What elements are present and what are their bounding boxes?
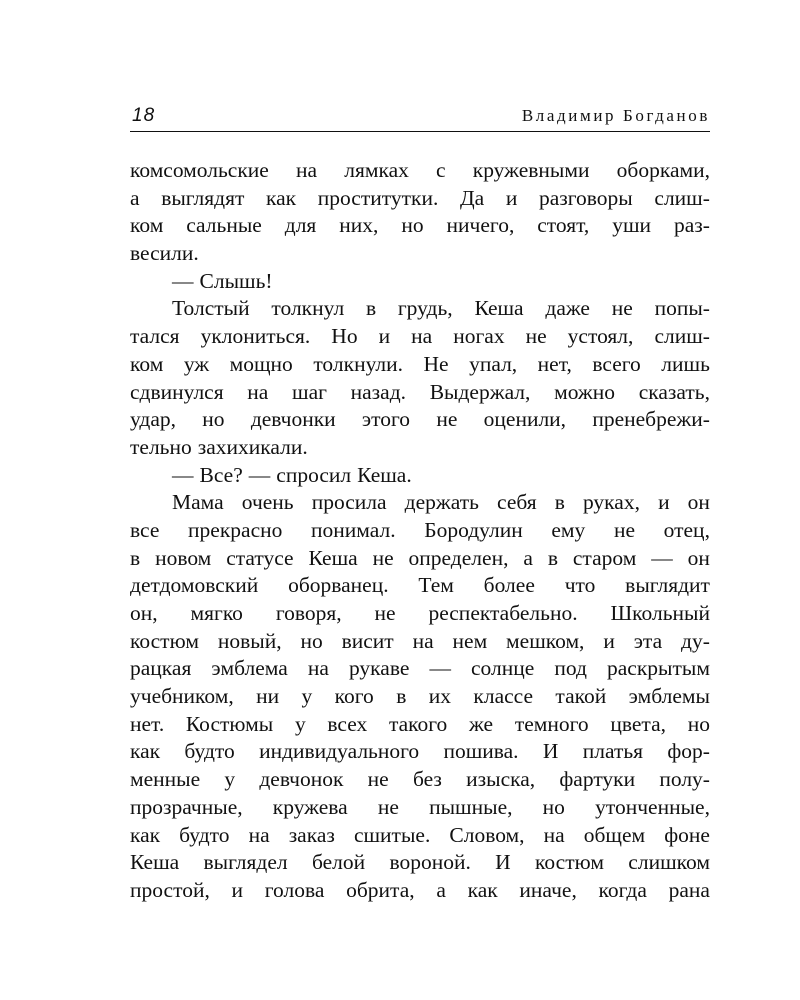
word: —	[651, 545, 673, 570]
word: не	[374, 601, 396, 625]
word: обрита,	[346, 877, 415, 902]
text-line	[130, 738, 710, 766]
word: Кеша	[308, 545, 358, 570]
word: детдомовский	[130, 573, 259, 598]
word: простой,	[130, 877, 210, 902]
word: держать	[404, 490, 479, 515]
word: ногах	[453, 324, 505, 349]
word: кого	[334, 684, 374, 709]
word: кружева	[272, 794, 348, 819]
word: руках,	[582, 490, 640, 515]
word: пышные,	[429, 794, 513, 819]
text-line	[130, 600, 710, 628]
word: И	[542, 739, 559, 764]
word: выглядит	[625, 573, 710, 598]
text-line	[130, 434, 710, 462]
word: старом	[572, 545, 637, 570]
word: в	[365, 296, 377, 321]
word: назад.	[350, 379, 407, 404]
word: такого	[388, 711, 448, 736]
word: Кеша	[474, 296, 524, 321]
word: нет.	[130, 711, 165, 736]
word: упал,	[469, 351, 518, 376]
word: мягко	[190, 601, 243, 625]
word: раз-	[674, 213, 710, 238]
word: будто	[184, 739, 235, 764]
word: он,	[130, 601, 158, 625]
text-line	[130, 157, 710, 185]
word: вороной.	[389, 850, 471, 875]
word: фартуки	[559, 767, 636, 792]
word: понимал.	[311, 517, 396, 542]
word: на	[307, 656, 329, 681]
word: фоне	[664, 822, 710, 847]
word: но	[401, 213, 424, 238]
word: выглядят	[161, 185, 245, 210]
word: он	[687, 490, 710, 515]
word: И	[495, 850, 511, 875]
word: Слышь!	[199, 268, 273, 293]
word: на	[412, 628, 434, 653]
word: Все?	[199, 462, 243, 487]
word: —	[429, 656, 451, 681]
word: эта	[633, 628, 663, 653]
word: и	[658, 490, 670, 515]
word: ни	[256, 684, 280, 709]
text-line	[130, 683, 710, 711]
word: ком	[130, 213, 164, 238]
word: ком	[130, 351, 164, 376]
word: лямках	[344, 158, 409, 182]
word: прекрасно	[188, 517, 283, 542]
word: более	[483, 573, 535, 598]
running-header	[130, 101, 710, 131]
text-line	[130, 545, 710, 573]
word: платья	[582, 739, 644, 764]
word: них,	[339, 213, 379, 238]
word: нет,	[537, 351, 572, 376]
word: говоря,	[275, 601, 342, 625]
word: всего	[592, 351, 641, 376]
word: но	[542, 794, 565, 819]
word: не	[613, 517, 635, 542]
word: просила	[311, 490, 387, 515]
word: рана	[668, 877, 710, 902]
word: девчонок	[259, 767, 344, 792]
text-line	[130, 462, 710, 490]
word: в	[396, 684, 407, 709]
text-line	[130, 849, 710, 877]
word: на	[247, 379, 269, 404]
word: весили.	[130, 241, 199, 266]
word: новый,	[217, 628, 282, 653]
word: Тем	[418, 573, 454, 598]
word: тался	[130, 324, 180, 349]
word: солнце	[471, 656, 535, 681]
text-line	[130, 268, 710, 296]
word: сшитые.	[353, 822, 431, 847]
word: захихикали.	[197, 434, 308, 459]
word: для	[284, 213, 317, 238]
word: он	[687, 545, 710, 570]
word: очень	[241, 490, 294, 515]
word: как	[130, 739, 161, 764]
word: Не	[423, 351, 449, 376]
word: стоят,	[537, 213, 590, 238]
word: проститутки.	[317, 185, 439, 210]
word: раскрытым	[607, 656, 710, 681]
word: их	[428, 684, 452, 709]
word: и	[378, 324, 391, 349]
word: определен,	[408, 545, 509, 570]
word: а	[523, 545, 533, 570]
word: все	[130, 517, 160, 542]
word: пошива.	[443, 739, 519, 764]
word: кружевными	[472, 158, 590, 182]
word: рацкая	[130, 656, 192, 681]
word: оценили,	[483, 407, 567, 432]
text-line	[130, 628, 710, 656]
text-line	[130, 711, 710, 739]
word: ничего,	[446, 213, 515, 238]
word: фор-	[667, 739, 710, 764]
word: оборванец.	[288, 573, 389, 598]
word: Выдержал,	[429, 379, 531, 404]
word: иначе,	[519, 877, 577, 902]
word: тельно	[130, 434, 192, 459]
word: слиш-	[654, 324, 710, 349]
word: Школьный	[610, 601, 710, 625]
page-number: 18	[132, 105, 156, 126]
word: и	[231, 877, 244, 902]
word: этого	[361, 407, 411, 432]
word: когда	[598, 877, 647, 902]
word: под	[554, 656, 587, 681]
word: заказ	[288, 822, 335, 847]
word: Да	[459, 185, 485, 210]
text-line	[130, 295, 710, 323]
word: как	[467, 877, 498, 902]
text-line	[130, 794, 710, 822]
header-rule	[130, 131, 710, 132]
word: менные	[130, 767, 201, 792]
word: но	[202, 407, 225, 432]
word: общем	[583, 822, 646, 847]
word: что	[564, 573, 596, 598]
word: без	[412, 767, 442, 792]
word: разговоры	[538, 185, 633, 210]
word: Но	[331, 324, 358, 349]
word: пренебрежи-	[592, 407, 710, 432]
word: слишком	[628, 850, 710, 875]
word: не	[611, 296, 633, 321]
word: такой	[555, 684, 607, 709]
word: рукаве	[348, 656, 410, 681]
word: как	[130, 822, 161, 847]
word: ду-	[681, 628, 710, 653]
word: эмблема	[211, 656, 288, 681]
word: голова	[264, 877, 325, 902]
word: костюм	[535, 850, 604, 875]
word: как	[266, 185, 297, 210]
text-line	[130, 351, 710, 379]
word: комсомольские	[130, 158, 269, 182]
word: уши	[612, 213, 652, 238]
text-line	[130, 822, 710, 850]
word: костюм	[130, 628, 199, 653]
word: выглядел	[203, 850, 288, 875]
text-line	[130, 240, 710, 268]
word: будто	[179, 822, 230, 847]
word: темного	[514, 711, 589, 736]
word: мощно	[229, 351, 293, 376]
word: и	[505, 185, 518, 210]
word: Мама	[172, 490, 224, 515]
word: на	[411, 324, 433, 349]
word: себя	[497, 490, 537, 515]
word: не	[372, 545, 394, 570]
text-line	[130, 379, 710, 407]
word: в	[130, 545, 141, 570]
word: уж	[183, 351, 210, 376]
text-line	[130, 212, 710, 240]
word: на	[248, 822, 270, 847]
word: учебником,	[130, 684, 234, 709]
author-name: Владимир Богданов	[521, 106, 710, 125]
word: с	[436, 158, 446, 182]
text-line	[130, 877, 710, 905]
word: не	[525, 324, 547, 349]
word: Кеша.	[357, 462, 412, 487]
word: Костюмы	[185, 711, 274, 736]
word: у	[224, 767, 236, 792]
word: не	[436, 407, 458, 432]
word: не	[377, 794, 399, 819]
word: Толстый	[172, 296, 250, 321]
word: эмблемы	[628, 684, 710, 709]
word: у	[294, 711, 306, 736]
word: нем	[452, 628, 488, 653]
word: на	[296, 158, 318, 182]
word: же	[468, 711, 494, 736]
word: попы-	[654, 296, 710, 321]
word: полу-	[659, 767, 710, 792]
word: даже	[545, 296, 590, 321]
text-line	[130, 185, 710, 213]
text-line	[130, 655, 710, 683]
word: висит	[341, 628, 394, 653]
word: статусе	[226, 545, 294, 570]
body-text	[130, 157, 710, 905]
word: индивидуального	[259, 739, 420, 764]
text-line	[130, 517, 710, 545]
word: удар,	[130, 407, 177, 432]
word: сальные	[186, 213, 262, 238]
word: оборками,	[616, 158, 710, 182]
word: слиш-	[654, 185, 710, 210]
word: изыска,	[466, 767, 536, 792]
word: девчонки	[250, 407, 336, 432]
word: не	[367, 767, 389, 792]
word: лишь	[661, 351, 710, 376]
word: сказать,	[638, 379, 710, 404]
word: спросил	[276, 462, 352, 487]
word: белой	[311, 850, 366, 875]
word: прозрачные,	[130, 794, 243, 819]
word: Кеша	[130, 850, 180, 875]
word: и	[603, 628, 615, 653]
word: ему	[551, 517, 586, 542]
word: шаг	[292, 379, 327, 404]
text-line	[130, 323, 710, 351]
text-line	[130, 572, 710, 600]
text-line	[130, 766, 710, 794]
word: толкнул	[271, 296, 345, 321]
word: —	[172, 268, 194, 293]
word: новом	[155, 545, 212, 570]
word: —	[172, 462, 194, 487]
word: Словом,	[449, 822, 525, 847]
word: на	[543, 822, 565, 847]
word: а	[436, 877, 446, 902]
word: —	[248, 462, 271, 487]
word: всех	[327, 711, 368, 736]
text-line	[130, 489, 710, 517]
text-line	[130, 406, 710, 434]
word: Бородулин	[424, 517, 523, 542]
word: но	[687, 711, 710, 736]
word: цвета,	[610, 711, 667, 736]
word: мешком,	[506, 628, 585, 653]
word: а	[130, 185, 140, 210]
word: классе	[473, 684, 534, 709]
word: устоял,	[567, 324, 634, 349]
word: но	[300, 628, 323, 653]
word: можно	[554, 379, 616, 404]
word: грудь,	[397, 296, 453, 321]
word: толкнули.	[313, 351, 403, 376]
word: респектабельно.	[428, 601, 578, 625]
word: в	[547, 545, 558, 570]
word: отец,	[663, 517, 710, 542]
word: сдвинулся	[130, 379, 224, 404]
word: уклониться.	[200, 324, 311, 349]
word: у	[301, 684, 313, 709]
word: утонченные,	[595, 794, 710, 819]
word: в	[554, 490, 565, 515]
